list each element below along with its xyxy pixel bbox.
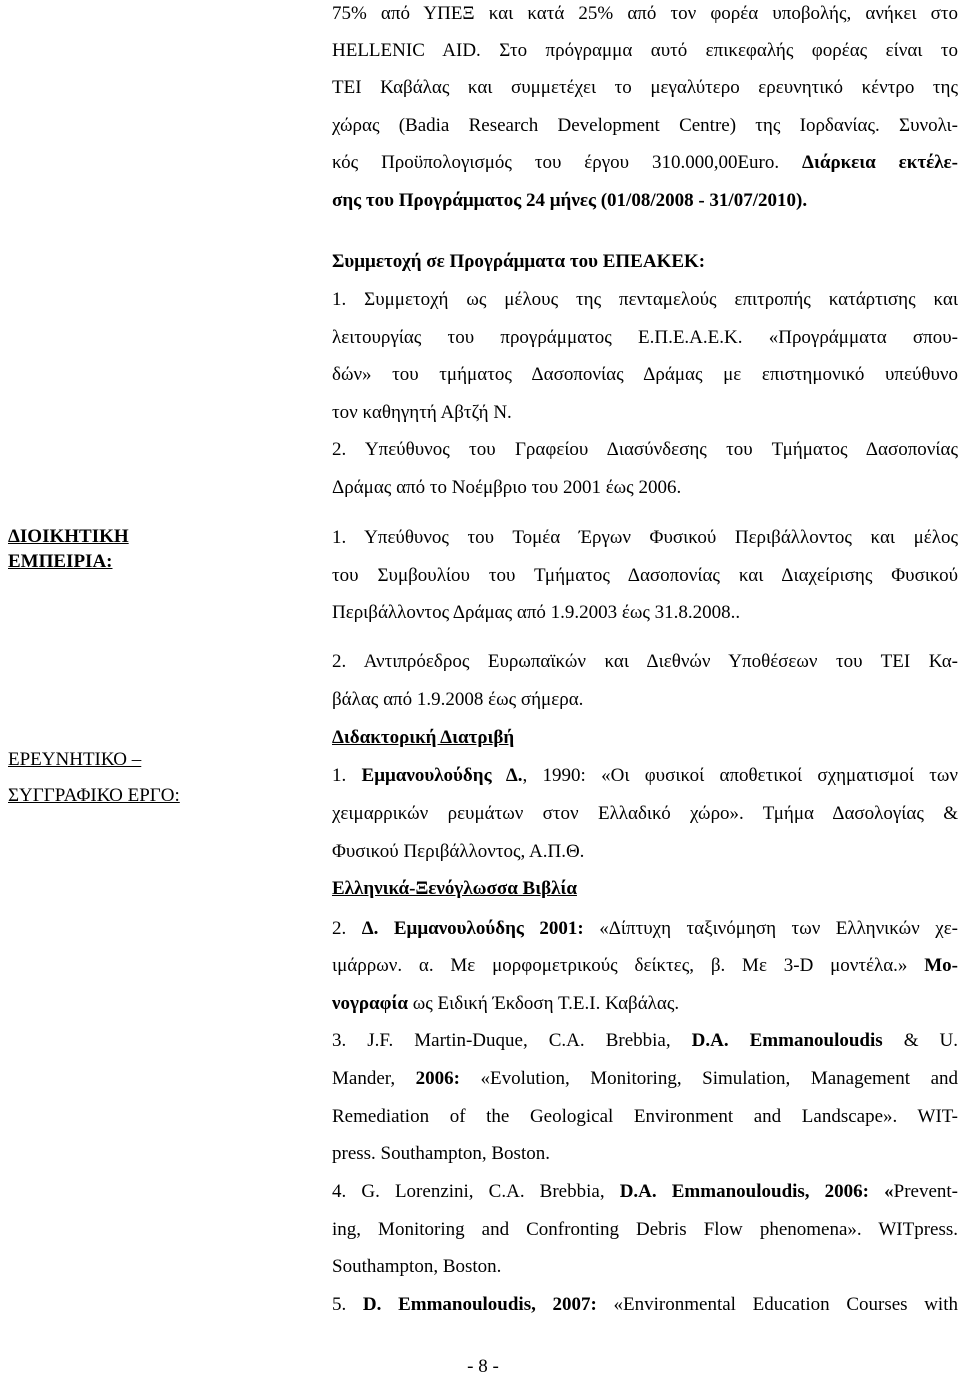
project-paragraph-line (332, 39, 958, 63)
text-segment: Southampton, Boston. (332, 1256, 502, 1277)
book-entry-line (332, 917, 958, 941)
administrative-experience-label: ΕΜΠΕΙΡΙΑ: (8, 551, 113, 572)
book-entry-line (332, 1180, 958, 1204)
emphasis-text: Μο- (924, 955, 958, 976)
text-segment: ως Ειδική Έκδοση Τ.Ε.Ι. Καβάλας. (408, 993, 680, 1014)
administrative-experience-label: ΔΙΟΙΚΗΤΙΚΗ (8, 526, 129, 547)
text-segment: 4. G. Lorenzini, C.A. Brebbia, (332, 1181, 620, 1202)
text-segment: βάλας από 1.9.2008 έως σήμερα. (332, 689, 584, 710)
book-entry-line (332, 1293, 958, 1317)
book-entry-line (332, 1142, 958, 1166)
text-segment: HELLENIC AID. Στο πρόγραμμα αυτό επικεφαλής φορέας είναι το (332, 40, 958, 61)
book-entry-line (332, 954, 958, 978)
text-segment: Περιβάλλοντος Δράμας από 1.9.2003 έως 31.8.2008.. (332, 602, 741, 623)
doctoral-thesis-heading: Διδακτορική Διατριβή (332, 727, 515, 748)
author-name: D. Emmanouloudis, 2007: (362, 1294, 597, 1315)
author-name: Δ. Εμμανουλούδης 2001: (361, 918, 584, 939)
text-segment: Prevent- (893, 1181, 958, 1202)
project-paragraph-line (332, 76, 958, 100)
doctoral-item-line (332, 840, 958, 864)
text-segment: ing, Monitoring and Confronting Debris Flow phenomena». WITpress. (332, 1219, 958, 1240)
text-segment: χώρας (Badia Research Development Centre) της Ιορδανίας. Συνολι- (332, 115, 958, 136)
administrative-item-line (332, 688, 958, 712)
text-segment: 2. Αντιπρόεδρος Ευρωπαϊκών και Διεθνών Υποθέσεων του ΤΕΙ Κα- (332, 651, 958, 672)
text-segment: press. Southampton, Boston. (332, 1143, 550, 1164)
book-entry-line (332, 1067, 958, 1091)
project-paragraph-line (332, 114, 958, 138)
text-segment: δών» του τμήματος Δασοπονίας Δράμας με επιστημονικό υπεύθυνο (332, 364, 958, 385)
epeaek-item-line (332, 438, 958, 462)
text-segment: λειτουργίας του προγράμματος Ε.Π.Ε.Α.Ε.Κ. «Προγράμματα σπου- (332, 327, 958, 348)
text-segment: 1. Συμμετοχή ως μέλους της πενταμελούς επιτροπής κατάρτισης και (332, 289, 958, 310)
research-work-label: ΣΥΓΓΡΑΦΙΚΟ ΕΡΓΟ: (8, 785, 180, 806)
doctoral-item-line (332, 802, 958, 826)
page-number: - 8 - (467, 1356, 499, 1377)
text-segment: Remediation of the Geological Environment and Landscape». WIT- (332, 1106, 958, 1127)
text-segment: Mander, (332, 1068, 416, 1089)
project-paragraph-line (332, 2, 958, 26)
text-segment: «Evolution, Monitoring, Simulation, Management and (459, 1068, 959, 1089)
epeaek-item-line (332, 401, 958, 425)
books-heading: Ελληνικά-Ξενόγλωσσα Βιβλία (332, 878, 577, 899)
epeaek-heading: Συμμετοχή σε Προγράμματα του ΕΠΕΑΚΕΚ: (332, 251, 706, 272)
text-segment: κός Προϋπολογισμός του έργου 310.000,00Euro. (332, 152, 803, 173)
text-segment: «Environmental Education Courses with (596, 1294, 958, 1315)
text-segment: ιμάρρων. α. Με μορφομετρικούς δείκτες, β. Με 3-D μοντέλα.» (332, 955, 925, 976)
book-entry-line (332, 1029, 958, 1053)
text-segment: «Δίπτυχη ταξινόμηση των Ελληνικών χε- (583, 918, 958, 939)
administrative-item-line (332, 526, 958, 550)
text-segment: Φυσικού Περιβάλλοντος, Α.Π.Θ. (332, 841, 585, 862)
text-segment: 2. Υπεύθυνος του Γραφείου Διασύνδεσης του Τμήματος Δασοπονίας (332, 439, 958, 460)
project-duration-text: σης του Προγράμματος 24 μήνες (01/08/2008 - 31/07/2010). (332, 190, 808, 211)
doctoral-item-line (332, 764, 958, 788)
book-entry-line (332, 1255, 958, 1279)
text-segment: τον καθηγητή Αβτζή Ν. (332, 402, 512, 423)
text-segment: χειμαρρικών ρευμάτων στον Ελλαδικό χώρο». Τμήμα Δασολογίας & (332, 803, 958, 824)
book-entry-line (332, 1105, 958, 1129)
text-segment: 1. (332, 765, 362, 786)
text-segment: 3. J.F. Martin-Duque, C.A. Brebbia, (332, 1030, 692, 1051)
administrative-item-line (332, 601, 958, 625)
epeaek-item-line (332, 326, 958, 350)
text-segment: ΤΕΙ Καβάλας και συμμετέχει το μεγαλύτερο ερευνητικό κέντρο της (332, 77, 958, 98)
project-paragraph-line (332, 151, 958, 175)
publication-year: 2006: (415, 1068, 460, 1089)
text-segment: του Συμβουλίου του Τμήματος Δασοπονίας και Διαχείρισης Φυσικού (332, 565, 958, 586)
author-name: Εμμανουλούδης Δ. (361, 765, 523, 786)
text-segment: , 1990: «Οι φυσικοί αποθετικοί σχηματισμοί των (522, 765, 958, 786)
epeaek-item-line (332, 476, 958, 500)
author-name: D.A. Emmanouloudis, 2006: « (619, 1181, 894, 1202)
book-entry-line (332, 1218, 958, 1242)
text-segment: 5. (332, 1294, 363, 1315)
author-name: D.A. Emmanouloudis (691, 1030, 883, 1051)
epeaek-item-line (332, 288, 958, 312)
book-entry-line (332, 992, 958, 1016)
administrative-item-line (332, 564, 958, 588)
text-segment: 2. (332, 918, 362, 939)
administrative-item-line (332, 650, 958, 674)
text-segment: 75% από ΥΠΕΞ και κατά 25% από τον φορέα υποβολής, ανήκει στο (332, 3, 958, 24)
text-segment: 1. Υπεύθυνος του Τομέα Έργων Φυσικού Περιβάλλοντος και μέλος (332, 527, 958, 548)
text-segment: & U. (882, 1030, 959, 1051)
research-work-label: ΕΡΕΥΝΗΤΙΚΟ – (8, 749, 142, 770)
text-segment: Δράμας από το Νοέμβριο του 2001 έως 2006. (332, 477, 682, 498)
epeaek-item-line (332, 363, 958, 387)
project-paragraph-line (332, 189, 958, 213)
emphasis-text: νογραφία (332, 993, 408, 1014)
project-duration-text: Διάρκεια εκτέλε- (802, 152, 959, 173)
